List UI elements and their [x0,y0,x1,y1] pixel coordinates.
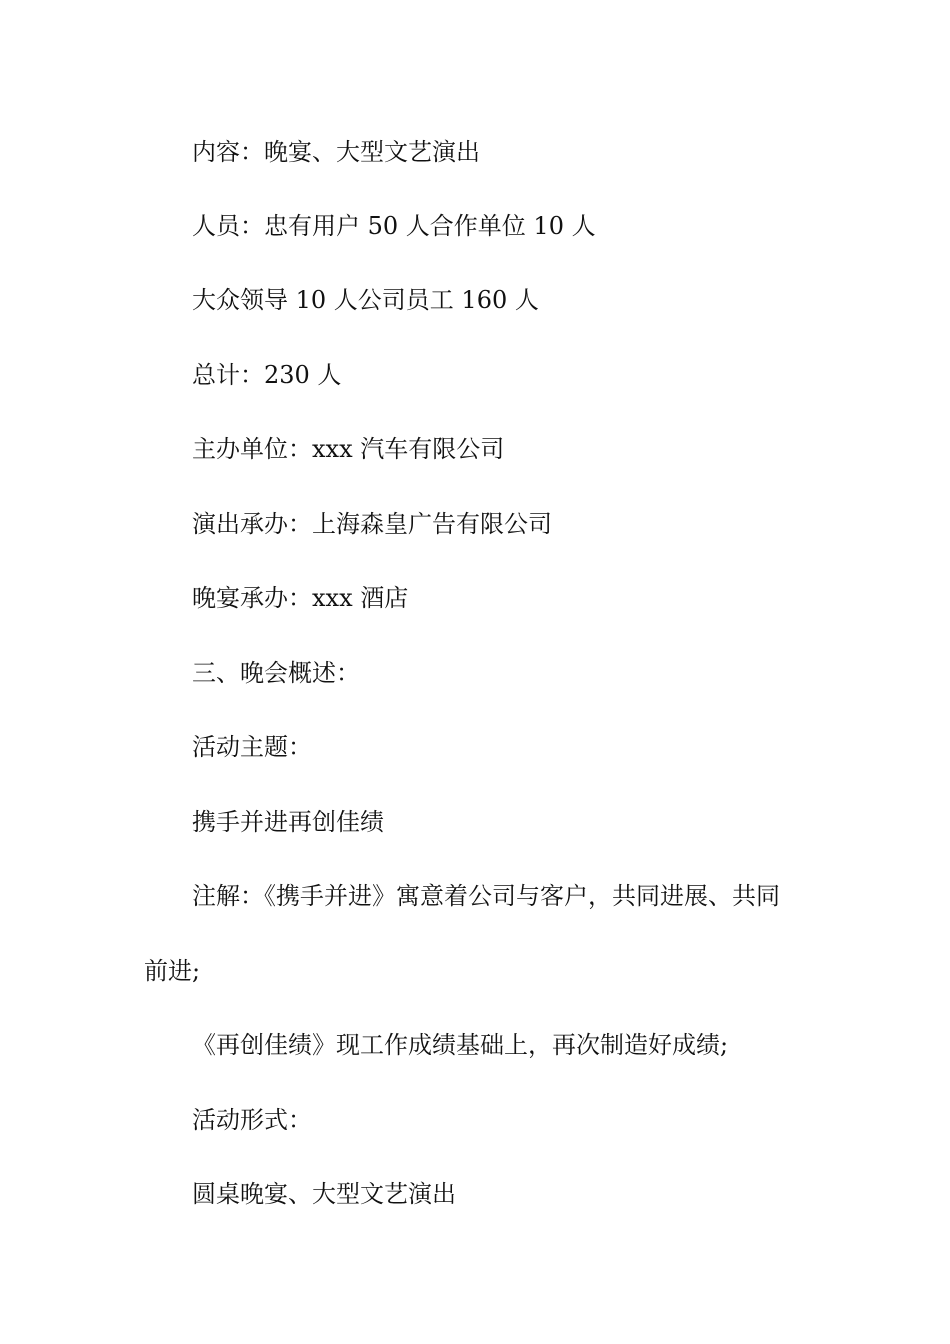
annotation-line-2: 《再创佳绩》现工作成绩基础上，再次制造好成绩; [192,1031,729,1059]
banquet-contractor-line: 晚宴承办：xxx 酒店 [192,584,409,612]
personnel-line-continued: 大众领导 10 人公司员工 160 人 [192,286,539,314]
format-value: 圆桌晚宴、大型文艺演出 [192,1180,456,1208]
theme-label: 活动主题： [192,733,312,761]
personnel-line: 人员：忠有用户 50 人合作单位 10 人 [192,212,596,240]
annotation-line: 注解：《携手并进》寓意着公司与客户，共同进展、共同 [192,882,780,910]
annotation-line-continued: 前进; [144,957,201,985]
theme-value: 携手并进再创佳绩 [192,808,384,836]
performance-contractor-line: 演出承办：上海森皇广告有限公司 [192,510,552,538]
content-line: 内容：晚宴、大型文艺演出 [192,138,480,166]
format-label: 活动形式： [192,1106,312,1134]
organizer-line: 主办单位：xxx 汽车有限公司 [192,435,505,463]
section-heading: 三、晚会概述： [192,659,360,687]
total-line: 总计：230 人 [192,361,342,389]
